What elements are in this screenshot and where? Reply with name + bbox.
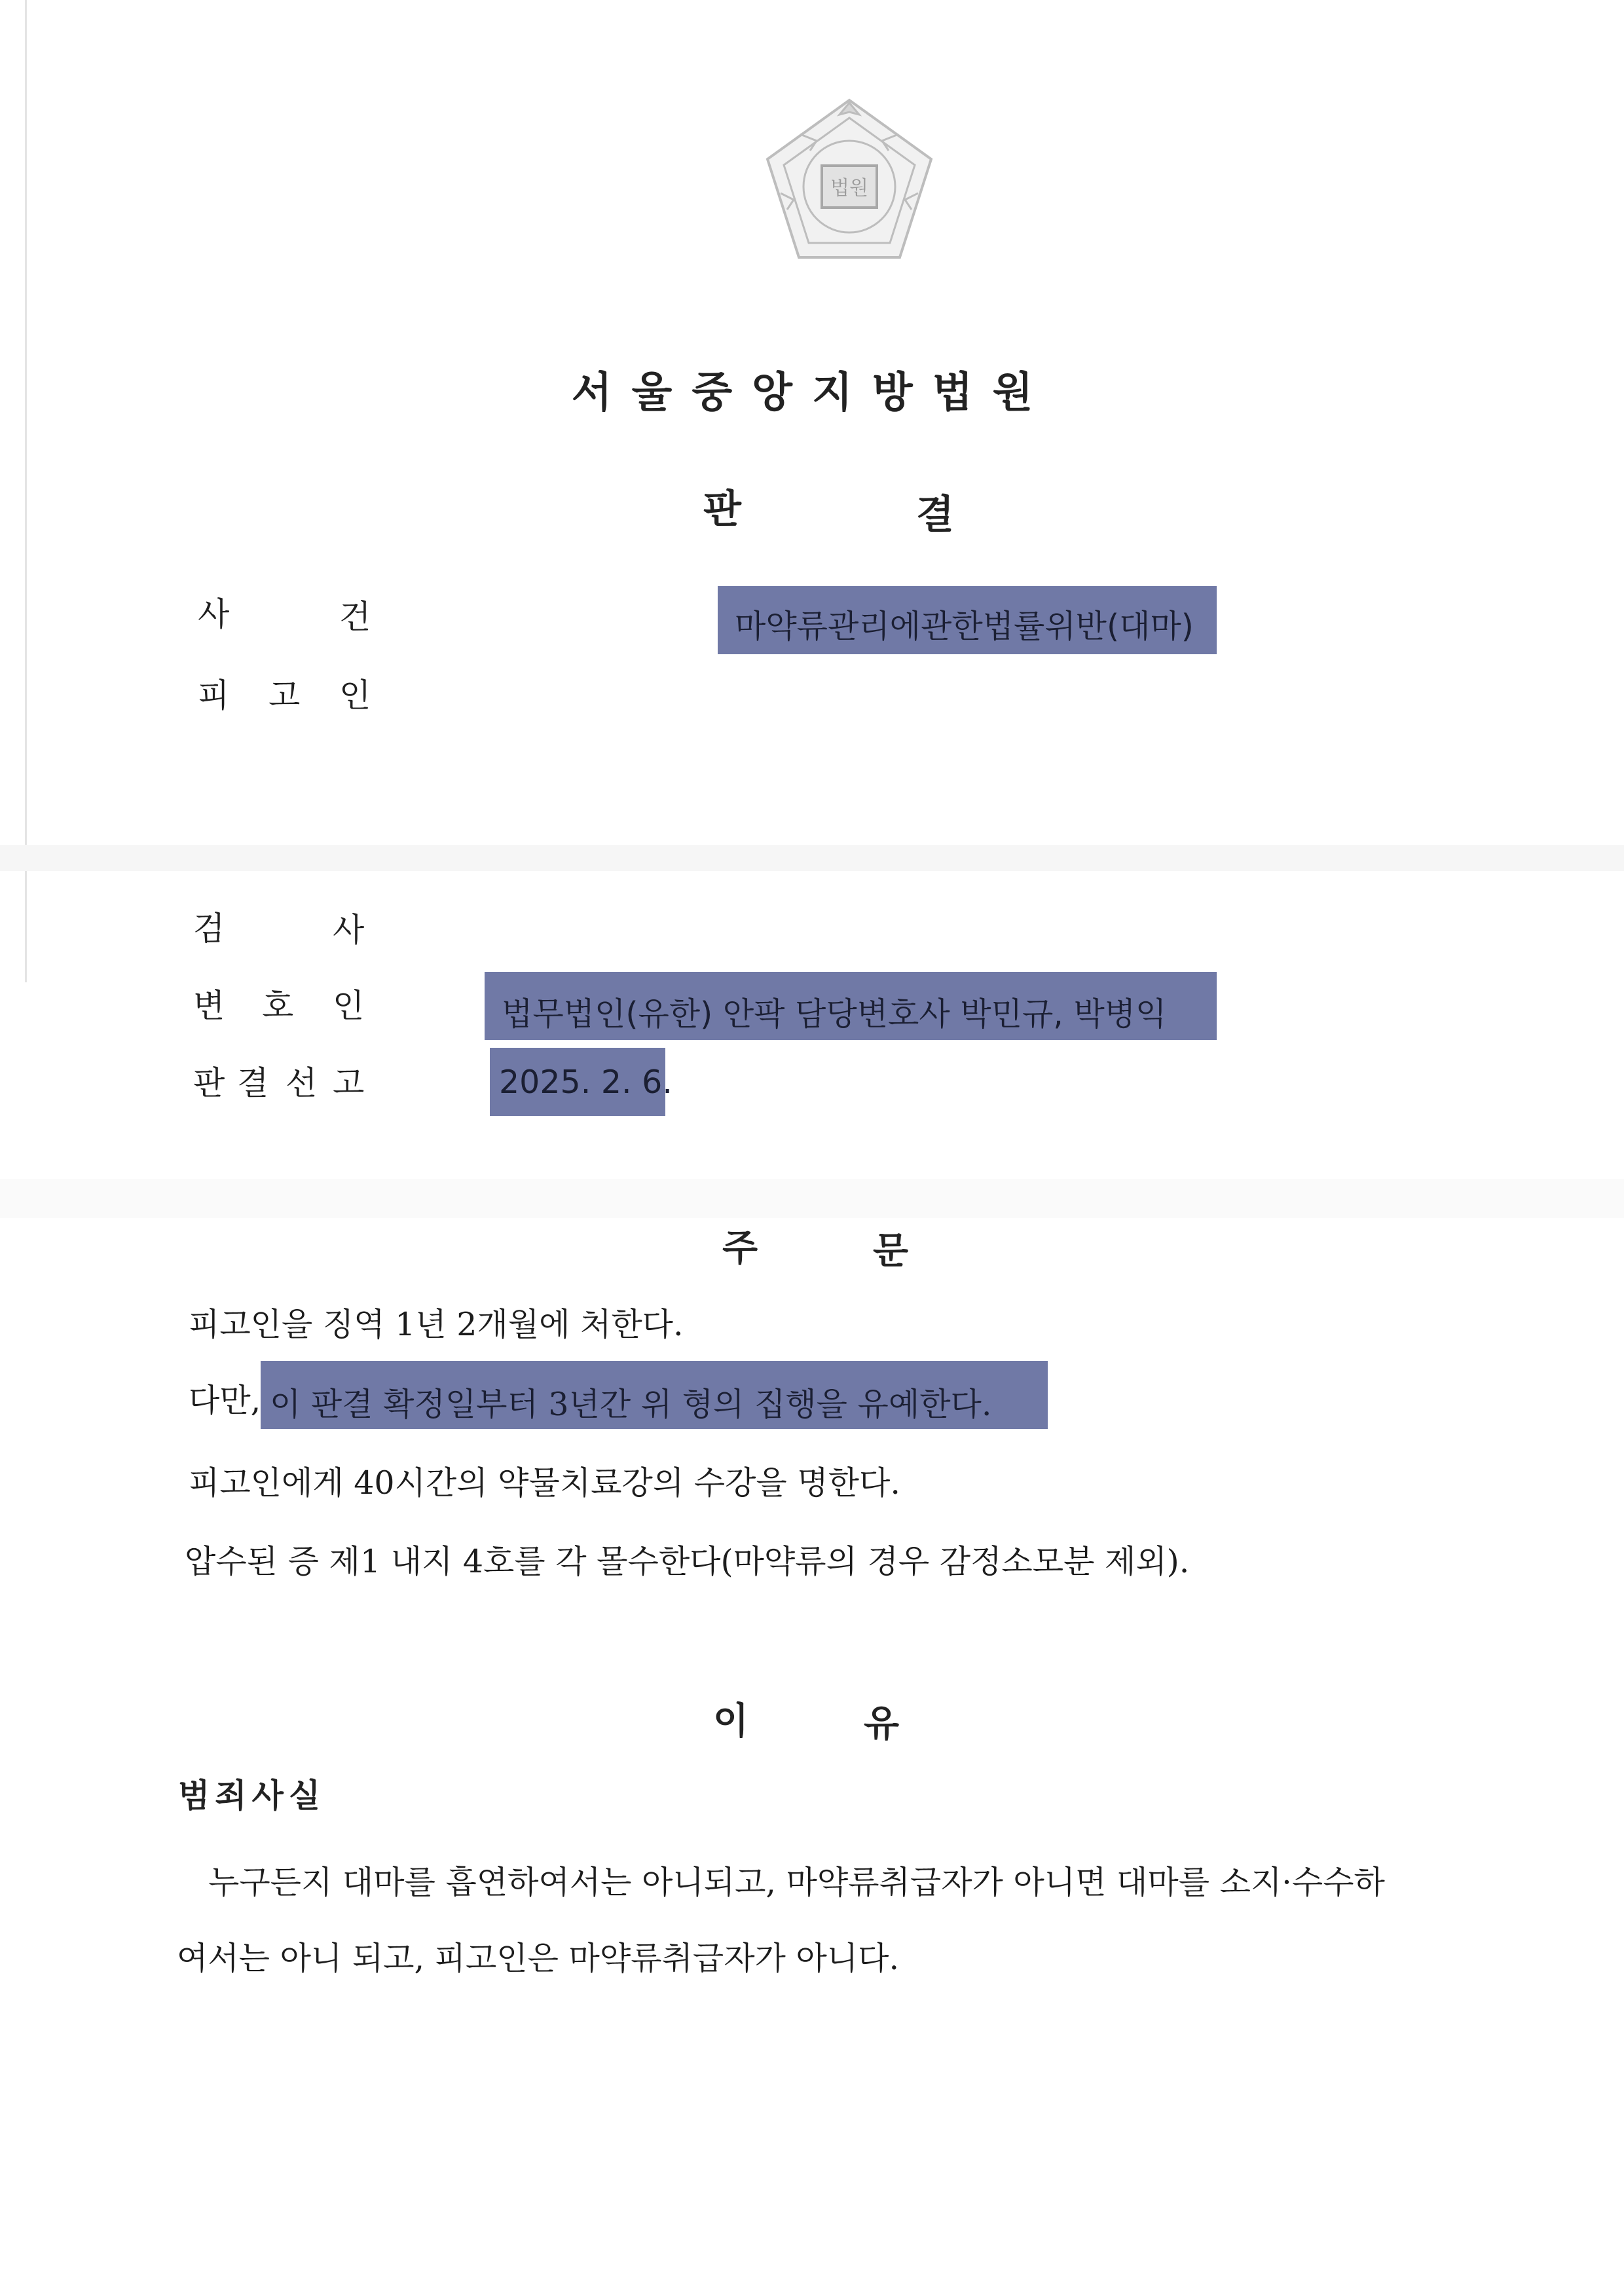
section-title-crime-facts: 범죄사실 [178, 1777, 326, 1815]
disposition-line-1: 피고인을 징역 1년 2개월에 처한다. [189, 1306, 684, 1343]
paragraph-line-2: 여서는 아니 되고, 피고인은 마약류취급자가 아니다. [177, 1940, 900, 1977]
court-emblem-seal [754, 88, 944, 278]
scan-edge [25, 0, 27, 982]
prosecutor-label-2: 사 [333, 911, 365, 949]
case-label-1: 사 [198, 595, 230, 633]
case-value: 마약류관리에관한법률위반(대마) [735, 608, 1194, 645]
scan-band [0, 845, 1624, 871]
disposition-line-3: 피고인에게 40시간의 약물치료강의 수강을 명한다. [189, 1464, 900, 1502]
sentence-date-label-1: 판 [193, 1064, 225, 1102]
prosecutor-label-1: 검 [193, 910, 225, 948]
emblem-lettering: 법원 [830, 177, 868, 200]
document-title-right: 결 [916, 492, 954, 538]
attorney-label-1: 변 [193, 987, 225, 1025]
attorney-label-2: 호 [262, 987, 294, 1025]
document-title-left: 판 [703, 487, 741, 532]
scan-band [0, 1179, 1624, 1218]
defendant-label-3: 인 [339, 676, 371, 714]
disposition-line-4: 압수된 증 제1 내지 4호를 각 몰수한다(마약류의 경우 감정소모분 제외). [185, 1543, 1190, 1580]
court-name: 서울중앙지방법원 [571, 369, 1053, 417]
reasons-heading-right: 유 [863, 1703, 900, 1745]
sentence-date-label-4: 고 [333, 1064, 365, 1102]
attorney-label-3: 인 [333, 987, 365, 1025]
attorney-value: 법무법인(유한) 안팍 담당변호사 박민규, 박병익 [502, 995, 1167, 1033]
reasons-heading-left: 이 [712, 1700, 749, 1743]
disposition-heading-left: 주 [722, 1227, 758, 1270]
disposition-line-2-highlight: 이 판결 확정일부터 3년간 위 형의 집행을 유예한다. [270, 1386, 992, 1423]
case-label-2: 건 [339, 598, 371, 636]
disposition-heading-right: 문 [872, 1230, 909, 1272]
sentence-date-label-3: 선 [286, 1064, 318, 1102]
defendant-label-2: 고 [268, 676, 301, 714]
paragraph-line-1: 누구든지 대마를 흡연하여서는 아니되고, 마약류취급자가 아니면 대마를 소지·수수하 [208, 1864, 1385, 1901]
defendant-label-1: 피 [198, 676, 230, 714]
sentence-date-value: 2025. 2. 6. [499, 1064, 673, 1101]
sentence-date-label-2: 결 [237, 1064, 269, 1102]
disposition-line-2-prefix: 다만, [189, 1382, 261, 1419]
